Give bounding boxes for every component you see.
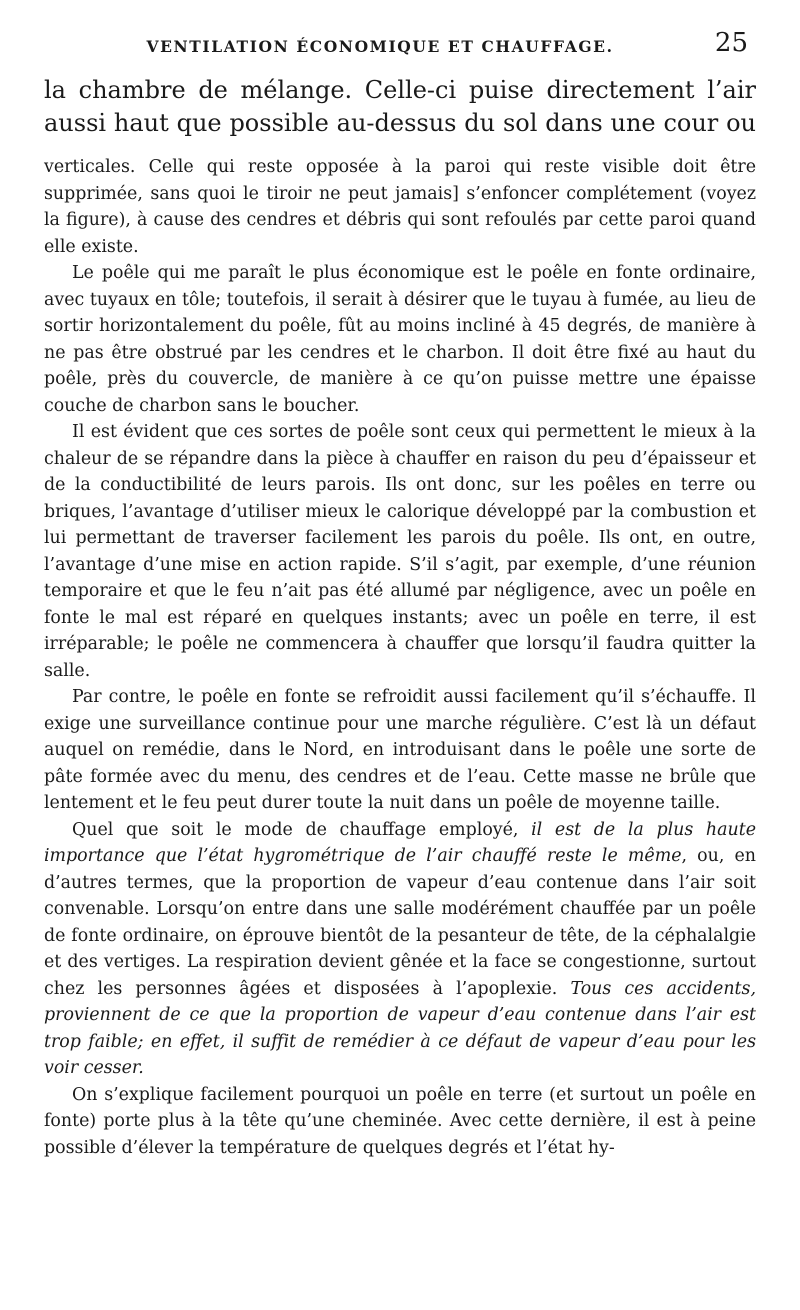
paragraph-5-emphasis-2: Tous ces accidents, proviennent de ce que la proportion de vapeur d’eau contenue dans l’air est trop faible; en effet, il suffit de remédier à ce défaut de vapeur d’eau pour les voir cesser. (44, 978, 756, 1078)
paragraph-6: On s’explique facilement pourquoi un poêle en terre (et surtout un poêle en fonte) porte plus à la tête qu’une cheminée. Avec cette dernière, il est à peine possible d’élever la température de quelques degrés et l’état hy- (44, 1084, 756, 1158)
body-text (44, 154, 756, 1161)
paragraph-2: Le poêle qui me paraît le plus économique est le poêle en fonte ordinaire, avec tuyaux en tôle; toutefois, il serait à désirer que le tuyau à fumée, au lieu de sortir horizontalement du poêle, fût au moins incliné à 45 degrés, de manière à ne pas être obstrué par les cendres et le charbon. Il doit être fixé au haut du poêle, près du couvercle, de manière à ce qu’on puisse mettre une épaisse couche de charbon sans le boucher. (44, 263, 756, 416)
paragraph-3: Il est évident que ces sortes de poêle sont ceux qui permettent le mieux à la chaleur de se répandre dans la pièce à chauffer en raison du peu d’épaisseur et de la conductibilité de leurs parois. Ils ont donc, sur les poêles en terre ou briques, l’avantage d’utiliser mieux le calorique développé par la combustion et lui permettant de traverser facilement les parois du poêle. Ils ont, en outre, l’avantage d’une mise en action rapide. S’il s’agit, par exemple, d’une réunion temporaire et que le feu n’ait pas été allumé par négligence, avec un poêle en fonte le mal est réparé en quelques instants; avec un poêle en terre, il est irréparable; le poêle ne commencera à chauffer que lorsqu’il faudra quitter la salle. (44, 422, 756, 681)
page-number: 25 (714, 28, 748, 58)
pasted-fragment (44, 74, 756, 140)
paragraph-1: verticales. Celle qui reste opposée à la paroi qui reste visible doit être supprimée, sans quoi le tiroir ne peut jamais] s’enfoncer complétement (voyez la figure), à cause des cendres et débris qui sont refoulés par cette paroi quand elle existe. (44, 157, 756, 257)
running-title: VENTILATION ÉCONOMIQUE ET CHAUFFAGE. (146, 37, 614, 56)
paragraph-4: Par contre, le poêle en fonte se refroidit aussi facilement qu’il s’échauffe. Il exige une surveillance continue pour une marche régulière. C’est là un défaut auquel on remédie, dans le Nord, en introduisant dans le poêle une sorte de pâte formée avec du menu, des cendres et de l’eau. Cette masse ne brûle que lentement et le feu peut durer toute la nuit dans un poêle de moyenne taille. (44, 687, 756, 813)
paragraph-5-middle: , ou, en d’autres termes, que la proportion de vapeur d’eau contenue dans l’air soit convenable. Lorsqu’on entre dans une salle modérément chauffée par un poêle de fonte ordinaire, on éprouve bientôt de la pesanteur de tête, de la céphalalgie et des vertiges. La respiration devient gênée et la face se congestionne, surtout chez les personnes âgées et disposées à l’apoplexie. (44, 846, 756, 999)
paragraph-5 (44, 817, 756, 1082)
paragraph-5-start: Quel que soit le mode de chauffage employé, (72, 819, 519, 840)
running-head (44, 28, 756, 62)
fragment-line-1: la chambre de mélange. Celle-ci puise directement l’air (44, 76, 756, 104)
fragment-line-2: aussi haut que possible au-dessus du sol dans une cour ou (44, 109, 756, 137)
paragraph-5-emphasis-1: il est de la plus haute importance que l’état hygrométrique de l’air chauffé reste le même (44, 819, 756, 866)
